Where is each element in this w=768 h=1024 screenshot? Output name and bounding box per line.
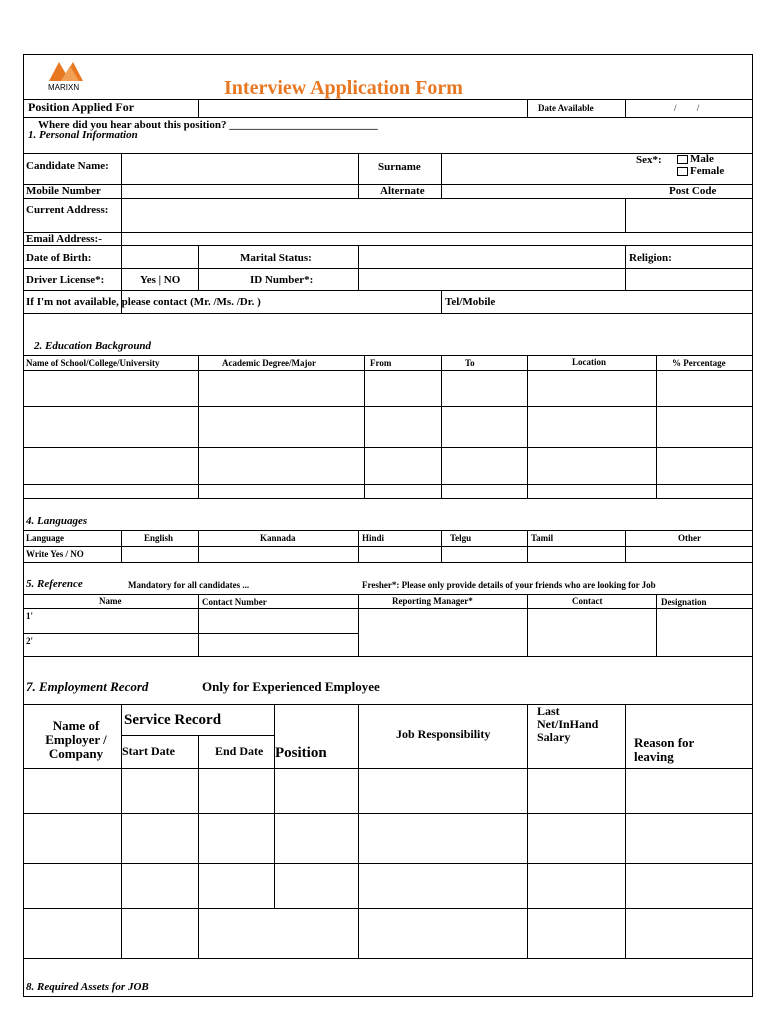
position-applied-field[interactable] xyxy=(200,100,526,116)
date-available-label: Date Available xyxy=(538,103,594,113)
email-label: Email Address:- xyxy=(26,233,102,245)
surname-field[interactable] xyxy=(443,155,623,183)
application-form xyxy=(23,54,753,997)
personal-info-title: 1. Personal Information xyxy=(28,129,138,141)
lang-row-label: Language xyxy=(26,533,65,543)
employment-title: 7. Employment Record xyxy=(26,679,149,694)
id-number-field[interactable] xyxy=(360,270,624,289)
candidate-name-field[interactable] xyxy=(123,155,357,183)
logo-text: MARIXN xyxy=(48,83,80,92)
ref-col-contact-number: Contact Number xyxy=(202,597,267,607)
languages-title: 4. Languages xyxy=(26,515,88,527)
male-checkbox[interactable] xyxy=(677,155,688,164)
lang-english: English xyxy=(144,533,174,543)
ref-col-reporting-manager: Reporting Manager* xyxy=(392,596,473,606)
post-code-label: Post Code xyxy=(669,185,717,197)
employment-subtitle: Only for Experienced Employee xyxy=(202,679,380,694)
lang-tamil: Tamil xyxy=(531,533,554,543)
lang-telgu: Telgu xyxy=(450,533,472,543)
dob-field[interactable] xyxy=(123,247,197,267)
education-title: 2. Education Background xyxy=(34,340,152,352)
edu-col-to: To xyxy=(465,358,475,368)
education-rows[interactable] xyxy=(25,371,752,497)
address-label: Current Address: xyxy=(26,204,109,216)
ref-col-name: Name xyxy=(99,596,122,606)
alternate-label: Alternate xyxy=(380,185,425,197)
language-answers[interactable] xyxy=(122,547,752,561)
contact-alt-label: If I'm not available, please contact (Mr. /Ms. /Dr. ) xyxy=(26,296,261,308)
reference-rows[interactable] xyxy=(34,609,752,655)
emp-col-employer: Name of Employer / Company xyxy=(45,718,107,761)
hear-about-label[interactable]: Where did you hear about this position? ___________________________ xyxy=(38,119,378,131)
edu-col-percentage: % Percentage xyxy=(672,358,726,368)
lang-write-label: Write Yes / NO xyxy=(26,549,84,559)
ref-col-contact: Contact xyxy=(572,596,603,606)
form-title: Interview Application Form xyxy=(224,77,463,99)
reference-title: 5. Reference xyxy=(26,578,83,590)
date-available-field[interactable]: / / xyxy=(674,103,700,113)
female-checkbox[interactable] xyxy=(677,167,688,176)
edu-col-school: Name of School/College/University xyxy=(26,358,160,368)
dob-label: Date of Birth: xyxy=(26,252,92,264)
lang-other: Other xyxy=(678,533,701,543)
id-number-label: ID Number*: xyxy=(250,274,314,286)
religion-label: Religion: xyxy=(629,252,672,264)
emp-col-position: Position xyxy=(275,745,327,761)
post-code-field[interactable] xyxy=(627,200,751,231)
edu-col-location: Location xyxy=(572,357,607,367)
lang-kannada: Kannada xyxy=(260,533,296,543)
emp-col-salary: Last Net/InHand Salary xyxy=(537,704,599,744)
candidate-name-label: Candidate Name: xyxy=(26,160,109,172)
tel-mobile-label: Tel/Mobile xyxy=(445,296,496,308)
marixn-logo xyxy=(47,59,93,85)
edu-col-from: From xyxy=(370,358,392,368)
sex-label: Sex*: xyxy=(636,154,662,166)
female-label: Female xyxy=(690,165,725,177)
tel-mobile-field[interactable] xyxy=(514,292,750,312)
emp-col-end-date: End Date xyxy=(215,744,264,758)
lang-hindi: Hindi xyxy=(362,533,385,543)
reference-fresher-note: Fresher*: Please only provide details of your friends who are looking for Job xyxy=(362,580,656,590)
position-applied-label: Position Applied For xyxy=(28,100,135,114)
mobile-field[interactable] xyxy=(123,185,357,197)
surname-label: Surname xyxy=(378,161,421,173)
sex-female-option[interactable] xyxy=(677,165,724,177)
ref-row-1: 1' xyxy=(26,611,34,621)
edu-col-degree: Academic Degree/Major xyxy=(222,358,317,368)
reference-mandatory: Mandatory for all candidates ... xyxy=(128,580,250,590)
mobile-label: Mobile Number xyxy=(26,185,101,197)
driver-license-yes-no[interactable]: Yes | NO xyxy=(140,274,181,286)
male-label: Male xyxy=(690,153,714,165)
assets-title: 8. Required Assets for JOB xyxy=(26,981,149,993)
email-field[interactable] xyxy=(123,233,751,244)
emp-service-record: Service Record xyxy=(124,712,222,728)
employment-rows[interactable] xyxy=(25,769,752,957)
address-field[interactable] xyxy=(123,200,623,231)
emp-col-start-date: Start Date xyxy=(122,744,175,758)
marital-label: Marital Status: xyxy=(240,252,312,264)
alternate-field[interactable] xyxy=(443,185,623,197)
ref-col-designation: Designation xyxy=(661,597,707,607)
emp-col-job-responsibility: Job Responsibility xyxy=(396,727,491,741)
driver-license-label: Driver License*: xyxy=(26,274,105,286)
sex-male-option[interactable] xyxy=(677,153,714,165)
marital-field[interactable] xyxy=(360,247,624,267)
emp-col-reason: Reason for leaving xyxy=(634,735,695,764)
ref-row-2: 2' xyxy=(26,636,34,646)
